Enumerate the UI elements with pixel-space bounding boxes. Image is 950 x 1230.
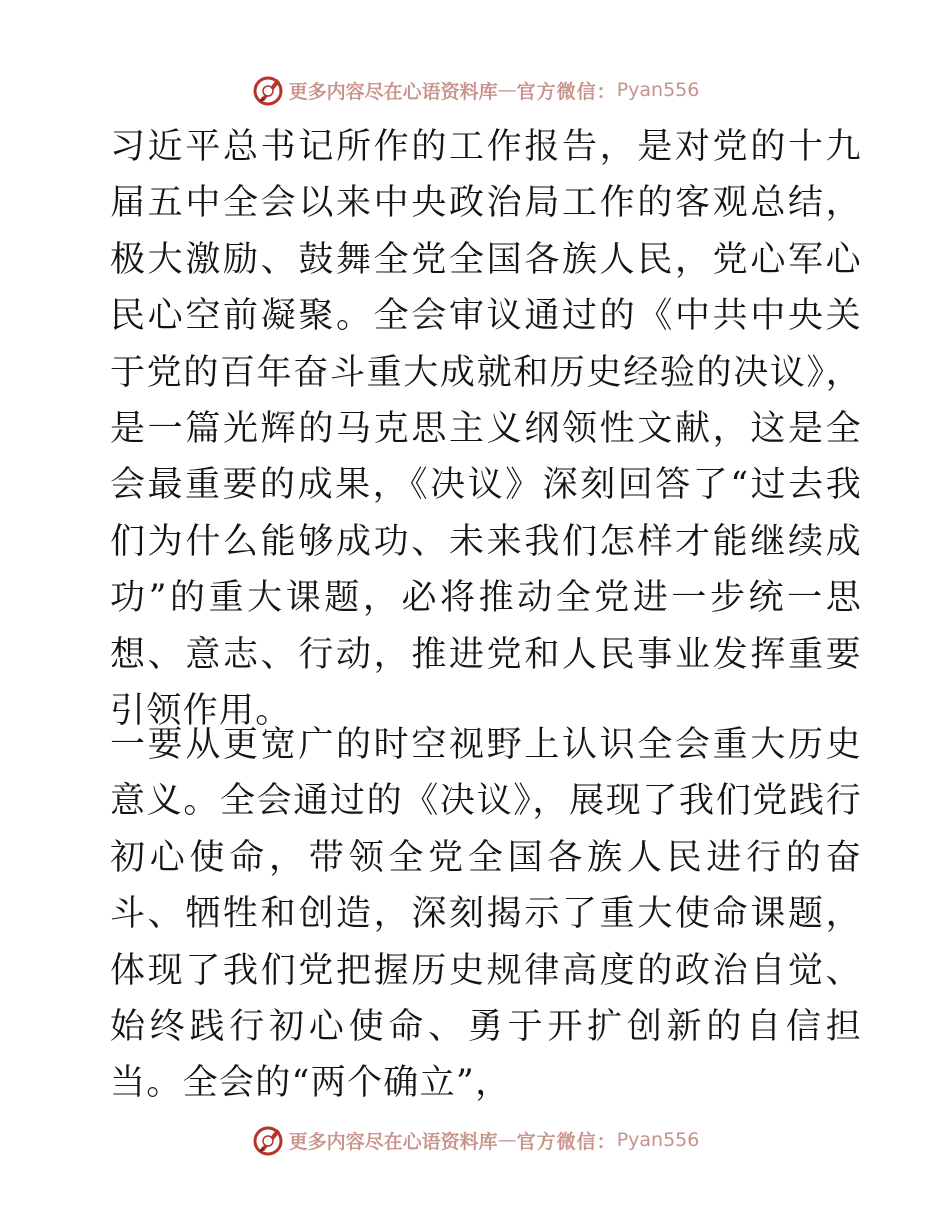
banner-separator: — <box>497 1129 517 1151</box>
footer-watermark-banner <box>0 1123 950 1157</box>
banner-promo-text: 更多内容尽在心语资料库 <box>288 1130 498 1153</box>
quill-pen-logo-icon <box>251 1123 285 1157</box>
body-paragraph-1: 习近平总书记所作的工作报告，是对党的十九届五中全会以来中央政治局工作的客观总结，极大激励、鼓舞全党全国各族人民，党心军心民心空前凝聚。全会审议通过的《中共中央关于党的百年奋斗重大成就和历史经验的决议》，是一篇光辉的马克思主义纲领性文献，这是全会最重要的成果，《决议》深刻回答了“过去我们为什么能够成功、未来我们怎样才能继续成功”的重大课题，必将推动全党进一步统一思想、意志、行动，推进党和人民事业发挥重要引领作用。 <box>110 127 862 732</box>
body-paragraph-2: 一要从更宽广的时空视野上认识全会重大历史意义。全会通过的《决议》，展现了我们党践行初心使命，带领全党全国各族人民进行的奋斗、牺牲和创造，深刻揭示了重大使命课题，体现了我们党把握历史规律高度的政治自觉、始终践行初心使命、勇于开扩创新的自信担当。全会的“两个确立”， <box>110 725 862 1104</box>
banner-wechat-account: Pyan556 <box>616 79 700 101</box>
banner-wechat-label: 官方微信： <box>516 80 617 103</box>
header-watermark-banner <box>0 73 950 107</box>
banner-separator: — <box>497 79 517 101</box>
banner-wechat-label: 官方微信： <box>516 1130 617 1153</box>
banner-promo-text: 更多内容尽在心语资料库 <box>288 80 498 103</box>
banner-wechat-account: Pyan556 <box>616 1129 700 1151</box>
quill-pen-logo-icon <box>251 73 285 107</box>
